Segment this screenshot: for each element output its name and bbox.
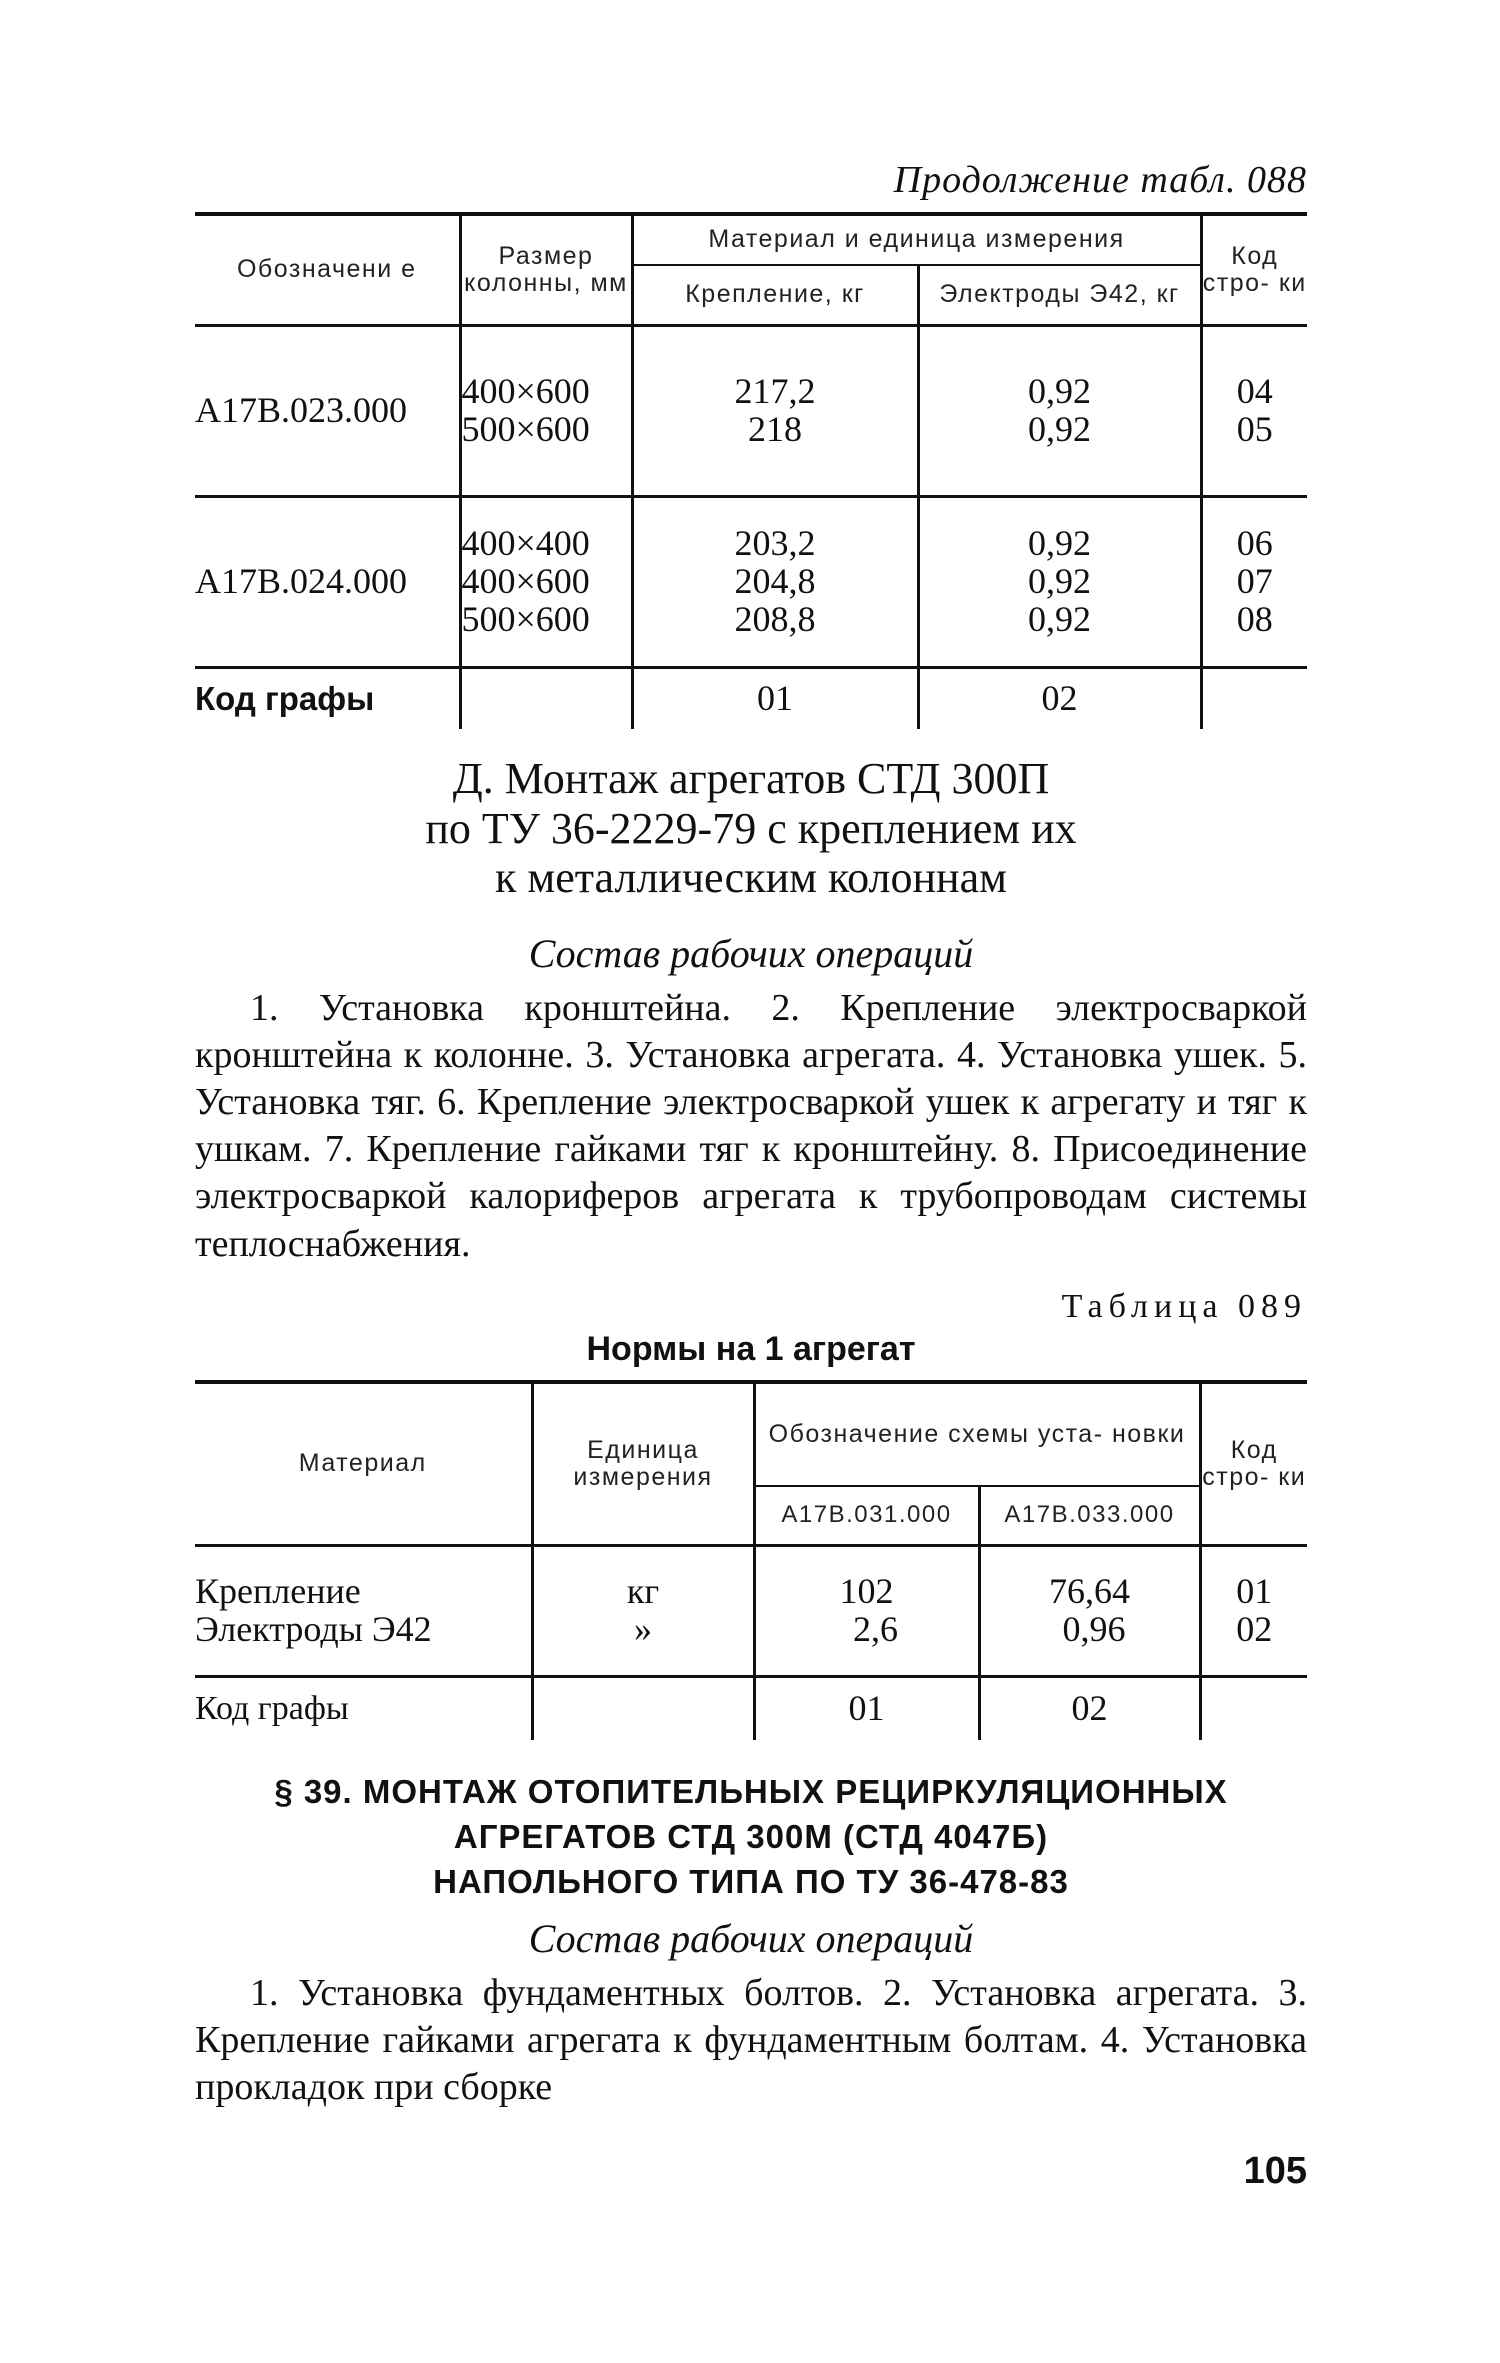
header-designation: Обозначени е (195, 214, 460, 326)
table-footer-row (195, 1677, 1307, 1741)
table-089-caption: Таблица 089 (1061, 1288, 1307, 1325)
footer-col2: 02 (918, 668, 1201, 730)
section-d-ops-paragraph: 1. Установка кронштейна. 2. Крепление электросваркой кронштейна к колонне. 3. Установка агрегата. 4. Установка ушек. 5. Установка тяг. 6. Крепление электросваркой ушек к агрегату и тяг к ушкам. 7. Крепление гайками тяг к кронштейну. 8. Присоединение электросваркой калориферов агрегата к трубопроводам системы теплоснабжения. (195, 987, 1307, 1265)
table-footer-row (195, 668, 1307, 730)
table-row (195, 1546, 1307, 1677)
designation-cell: А17В.023.000 (195, 390, 408, 431)
header-row-code-2: Код стро- ки (1200, 1382, 1307, 1546)
scheme2-cell: 76,64 0,96 (979, 1546, 1200, 1677)
electrodes-cell: 0,92 0,92 (918, 326, 1201, 497)
fastening-cell: 217,2 218 (632, 326, 918, 497)
header-unit: Единица измерения (532, 1382, 754, 1546)
table-089 (195, 1380, 1307, 1740)
header-electrodes: Электроды Э42, кг (918, 265, 1201, 326)
fastening-cell: 203,2 204,8 208,8 (632, 497, 918, 668)
continuation-caption: Продолжение табл. 088 (893, 159, 1307, 201)
designation-cell: А17В.024.000 (195, 561, 408, 602)
section-39-ops-paragraph: 1. Установка фундаментных болтов. 2. Установка агрегата. 3. Крепление гайками агрегата к фундаментным болтам. 4. Установка прокладок при сборке (195, 1972, 1307, 2109)
table-088 (195, 212, 1307, 729)
electrodes-cell: 0,92 0,92 0,92 (918, 497, 1201, 668)
header-fastening: Крепление, кг (632, 265, 918, 326)
material-cell: Крепление Электроды Э42 (195, 1571, 432, 1649)
size-cell: 400×600 500×600 (460, 326, 632, 497)
footer-col2: 02 (979, 1677, 1200, 1741)
footer-label: Код графы (195, 679, 375, 717)
header-scheme-1: А17В.031.000 (754, 1486, 979, 1545)
table-row (195, 497, 1307, 668)
header-scheme-group: Обозначение схемы уста- новки (754, 1382, 1200, 1486)
section-d-title: Д. Монтаж агрегатов СТД 300П по ТУ 36-2229-79 с креплением их к металлическим колоннам (425, 754, 1077, 903)
scheme1-cell: 102 2,6 (754, 1546, 979, 1677)
code-cell: 04 05 (1201, 326, 1307, 497)
section-d-ops-heading: Состав рабочих операций (528, 931, 974, 976)
footer-col1: 01 (754, 1677, 979, 1741)
table-row (195, 326, 1307, 497)
header-material: Материал (195, 1382, 532, 1546)
header-scheme-2: А17В.033.000 (979, 1486, 1200, 1545)
section-d-ops-text (195, 985, 1307, 1268)
page-number: 105 (1243, 2150, 1307, 2192)
code-cell: 01 02 (1200, 1546, 1307, 1677)
size-cell: 400×400 400×600 500×600 (460, 497, 632, 668)
section-39-title: § 39. МОНТАЖ ОТОПИТЕЛЬНЫХ РЕЦИРКУЛЯЦИОННЫХ АГРЕГАТОВ СТД 300М (СТД 4047Б) НАПОЛЬНОГО ТИПА ПО ТУ 36-478-83 (274, 1773, 1228, 1900)
section-39-ops-heading: Состав рабочих операций (528, 1916, 974, 1961)
table-089-norms: Нормы на 1 агрегат (586, 1330, 916, 1368)
footer-label: Код графы (195, 1690, 349, 1728)
header-column-size: Размер колонны, мм (460, 214, 632, 326)
header-row-code: Код стро- ки (1201, 214, 1307, 326)
section-39-ops-text (195, 1970, 1307, 2111)
footer-col1: 01 (632, 668, 918, 730)
unit-cell: кг » (532, 1546, 754, 1677)
code-cell: 06 07 08 (1201, 497, 1307, 668)
header-material-group: Материал и единица измерения (632, 214, 1201, 265)
